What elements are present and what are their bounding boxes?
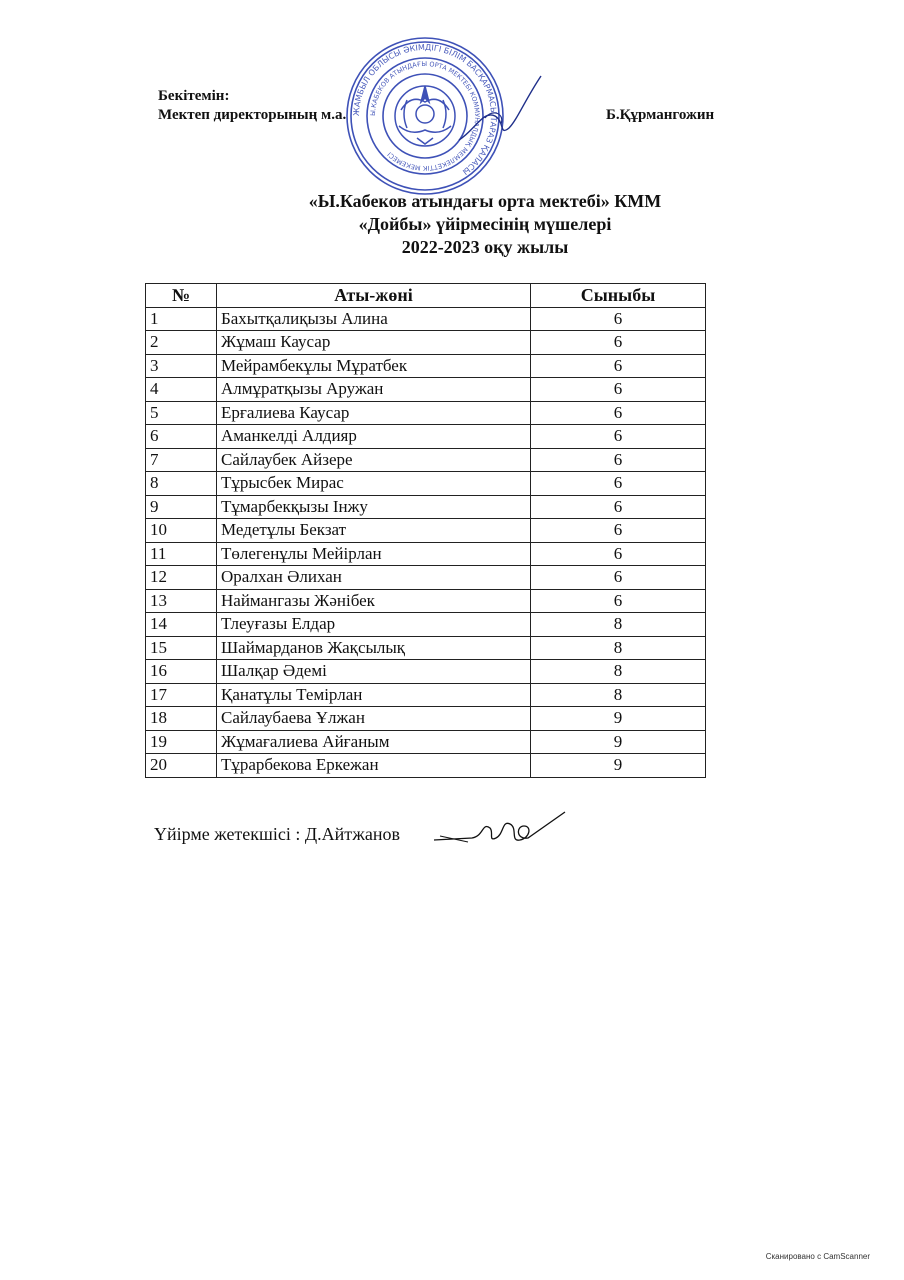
leader-name: Д.Айтжанов: [304, 824, 400, 844]
row-name: Медетұлы Бекзат: [217, 519, 531, 543]
row-name: Тұрарбекова Еркежан: [217, 754, 531, 778]
row-name: Алмұратқызы Аружан: [217, 378, 531, 402]
row-name: Оралхан Әлихан: [217, 566, 531, 590]
director-signature: [455, 70, 545, 150]
row-grade: 6: [531, 331, 706, 355]
row-number: 19: [146, 730, 217, 754]
row-number: 2: [146, 331, 217, 355]
row-name: Қанатұлы Темірлан: [217, 683, 531, 707]
row-number: 6: [146, 425, 217, 449]
director-name: Б.Құрмангожин: [606, 107, 715, 123]
row-number: 14: [146, 613, 217, 637]
row-grade: 6: [531, 354, 706, 378]
row-grade: 9: [531, 754, 706, 778]
row-number: 11: [146, 542, 217, 566]
row-grade: 8: [531, 660, 706, 684]
row-name: Шалқар Әдемі: [217, 660, 531, 684]
header-name: Аты-жөні: [217, 284, 531, 308]
row-number: 8: [146, 472, 217, 496]
row-grade: 8: [531, 683, 706, 707]
row-number: 9: [146, 495, 217, 519]
table-row: [146, 307, 706, 331]
club-title: «Дойбы» үйірмесінің мүшелері: [358, 214, 612, 234]
scanner-watermark: Сканировано с CamScanner: [765, 1252, 870, 1261]
table-row: [146, 495, 706, 519]
table-row: [146, 589, 706, 613]
table-row: [146, 425, 706, 449]
row-grade: 6: [531, 401, 706, 425]
seal-outer-text: ЖАМБЫЛ ОБЛЫСЫ ӘКІМДІГІ БІЛІМ БАСҚАРМАСЫ ТАРАЗ ҚАЛАСЫ: [351, 42, 499, 177]
approval-label: Бекітемін:: [158, 88, 230, 104]
row-name: Ерғалиева Каусар: [217, 401, 531, 425]
row-grade: 9: [531, 730, 706, 754]
row-grade: 6: [531, 495, 706, 519]
school-title: «Ы.Кабеков атындағы орта мектебі» КММ: [308, 191, 662, 211]
row-grade: 6: [531, 448, 706, 472]
row-name: Жұмағалиева Айғаным: [217, 730, 531, 754]
table-row: [146, 683, 706, 707]
row-name: Тлеуғазы Елдар: [217, 613, 531, 637]
row-number: 17: [146, 683, 217, 707]
row-number: 1: [146, 307, 217, 331]
table-row: [146, 707, 706, 731]
leader-label: Үйірме жетекшісі :: [154, 824, 301, 844]
row-name: Сайлаубаева Ұлжан: [217, 707, 531, 731]
row-number: 5: [146, 401, 217, 425]
row-number: 4: [146, 378, 217, 402]
header-grade: Сыныбы: [531, 284, 706, 308]
document-heading: [200, 190, 770, 259]
row-number: 10: [146, 519, 217, 543]
row-grade: 6: [531, 589, 706, 613]
table-row: [146, 401, 706, 425]
table-row: [146, 378, 706, 402]
row-name: Жұмаш Каусар: [217, 331, 531, 355]
row-number: 12: [146, 566, 217, 590]
table-row: [146, 542, 706, 566]
table-row: [146, 566, 706, 590]
seal-inner-text: Ы.КАБЕКОВ АТЫНДАҒЫ ОРТА МЕКТЕБІ КОММУНАЛДЫҚ МЕМЛЕКЕТТІК МЕКЕМЕСІ: [368, 59, 482, 173]
table-row: [146, 730, 706, 754]
table-row: [146, 331, 706, 355]
table-row: [146, 613, 706, 637]
table-row: [146, 754, 706, 778]
row-name: Төлегенұлы Мейірлан: [217, 542, 531, 566]
row-number: 18: [146, 707, 217, 731]
row-grade: 6: [531, 472, 706, 496]
row-grade: 6: [531, 519, 706, 543]
table-header-row: [146, 284, 706, 308]
row-name: Бахытқалиқызы Алина: [217, 307, 531, 331]
row-number: 16: [146, 660, 217, 684]
row-number: 15: [146, 636, 217, 660]
emblem-icon: [395, 86, 455, 146]
leader-signature: [432, 808, 567, 853]
row-number: 7: [146, 448, 217, 472]
row-number: 13: [146, 589, 217, 613]
table-row: [146, 660, 706, 684]
row-name: Шаймарданов Жақсылық: [217, 636, 531, 660]
row-name: Тұмарбекқызы Інжу: [217, 495, 531, 519]
row-name: Сайлаубек Айзере: [217, 448, 531, 472]
year-title: 2022-2023 оқу жылы: [401, 237, 569, 257]
table-row: [146, 636, 706, 660]
table-row: [146, 519, 706, 543]
members-table: [145, 283, 706, 778]
row-number: 3: [146, 354, 217, 378]
row-name: Наймангазы Жәнібек: [217, 589, 531, 613]
row-grade: 8: [531, 613, 706, 637]
row-grade: 6: [531, 566, 706, 590]
table-row: [146, 448, 706, 472]
row-grade: 6: [531, 542, 706, 566]
approval-position: Мектеп директорының м.а.: [158, 107, 347, 123]
row-grade: 9: [531, 707, 706, 731]
row-name: Тұрысбек Мирас: [217, 472, 531, 496]
header-number: №: [146, 284, 217, 308]
row-grade: 6: [531, 378, 706, 402]
row-grade: 6: [531, 425, 706, 449]
row-number: 20: [146, 754, 217, 778]
club-leader-line: [154, 822, 400, 846]
row-name: Мейрамбекұлы Мұратбек: [217, 354, 531, 378]
table-row: [146, 472, 706, 496]
table-row: [146, 354, 706, 378]
row-grade: 6: [531, 307, 706, 331]
approval-block: [158, 87, 346, 125]
row-name: Аманкелді Алдияр: [217, 425, 531, 449]
row-grade: 8: [531, 636, 706, 660]
